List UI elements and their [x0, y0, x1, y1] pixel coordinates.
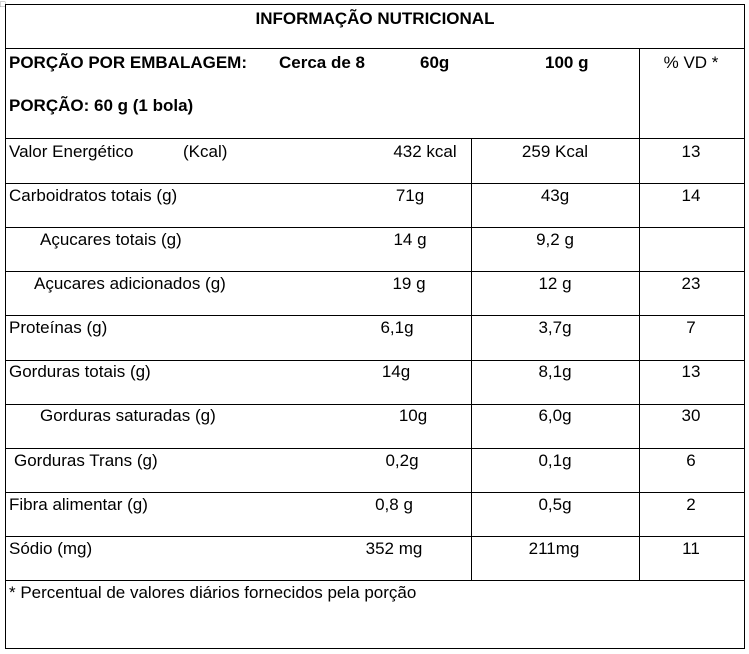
rule — [6, 271, 744, 272]
column-divider-100g — [471, 138, 472, 580]
rule — [6, 315, 744, 316]
rule — [6, 227, 744, 228]
value-100g: 6,0g — [538, 406, 572, 425]
rule — [6, 580, 744, 581]
value-vd: 2 — [686, 495, 696, 514]
rule — [6, 138, 744, 139]
servings-per-package: Cerca de 8 — [279, 53, 365, 72]
column-header-vd: % VD * — [663, 53, 719, 72]
value-vd: 6 — [686, 451, 696, 470]
value-vd: 7 — [686, 318, 696, 337]
nutrient-name: Carboidratos totais (g) — [9, 186, 178, 205]
footnote: * Percentual de valores diários fornecidos pela porção — [9, 583, 417, 602]
column-header-100g: 100 g — [545, 53, 589, 72]
portion-size: PORÇÃO: 60 g (1 bola) — [9, 96, 194, 115]
value-60g: 352 mg — [365, 539, 423, 558]
nutrient-name: Gorduras totais (g) — [9, 362, 151, 381]
portions-per-package-label: PORÇÃO POR EMBALAGEM: — [9, 53, 247, 72]
value-vd: 23 — [681, 274, 701, 293]
nutrient-name: Fibra alimentar (g) — [9, 495, 148, 514]
value-100g: 259 Kcal — [521, 142, 589, 161]
value-100g: 0,5g — [538, 495, 572, 514]
nutrient-name: Gorduras saturadas (g) — [40, 406, 216, 425]
rule — [6, 404, 744, 405]
nutrient-name: Valor Energético — [9, 142, 134, 161]
nutrient-name: Açucares adicionados (g) — [34, 274, 226, 293]
value-60g: 14 g — [393, 230, 427, 249]
nutrient-name: Gorduras Trans (g) — [14, 451, 158, 470]
value-vd: 13 — [681, 142, 701, 161]
value-60g: 6,1g — [380, 318, 414, 337]
rule — [6, 492, 744, 493]
value-60g: 0,8 g — [375, 495, 413, 514]
nutrient-name: Sódio (mg) — [9, 539, 93, 558]
value-100g: 43g — [540, 186, 570, 205]
corner-mark: □ — [0, 0, 6, 9]
value-100g: 9,2 g — [536, 230, 574, 249]
value-vd: 11 — [682, 539, 700, 558]
column-divider-vd — [639, 48, 640, 580]
rule — [6, 448, 744, 449]
value-100g: 8,1g — [538, 362, 572, 381]
nutrient-unit: (Kcal) — [183, 142, 228, 161]
value-60g: 71g — [395, 186, 425, 205]
value-60g: 14g — [381, 362, 411, 381]
rule — [6, 536, 744, 537]
rule — [6, 183, 744, 184]
table-title: INFORMAÇÃO NUTRICIONAL — [255, 9, 495, 28]
rule — [6, 48, 744, 49]
value-vd: 13 — [681, 362, 701, 381]
rule — [6, 360, 744, 361]
value-vd: 14 — [681, 186, 701, 205]
value-60g: 10g — [398, 406, 428, 425]
value-100g: 3,7g — [538, 318, 572, 337]
value-100g: 12 g — [538, 274, 572, 293]
value-100g: 0,1g — [538, 451, 572, 470]
value-60g: 19 g — [392, 274, 426, 293]
value-vd: 30 — [681, 406, 701, 425]
nutrient-name: Proteínas (g) — [9, 318, 108, 337]
nutrient-name: Açucares totais (g) — [40, 230, 182, 249]
nutrition-facts-table — [5, 4, 745, 649]
value-60g: 0,2g — [385, 451, 419, 470]
value-60g: 432 kcal — [393, 142, 457, 161]
column-header-60g: 60g — [420, 53, 450, 72]
value-100g: 211mg — [528, 539, 580, 558]
